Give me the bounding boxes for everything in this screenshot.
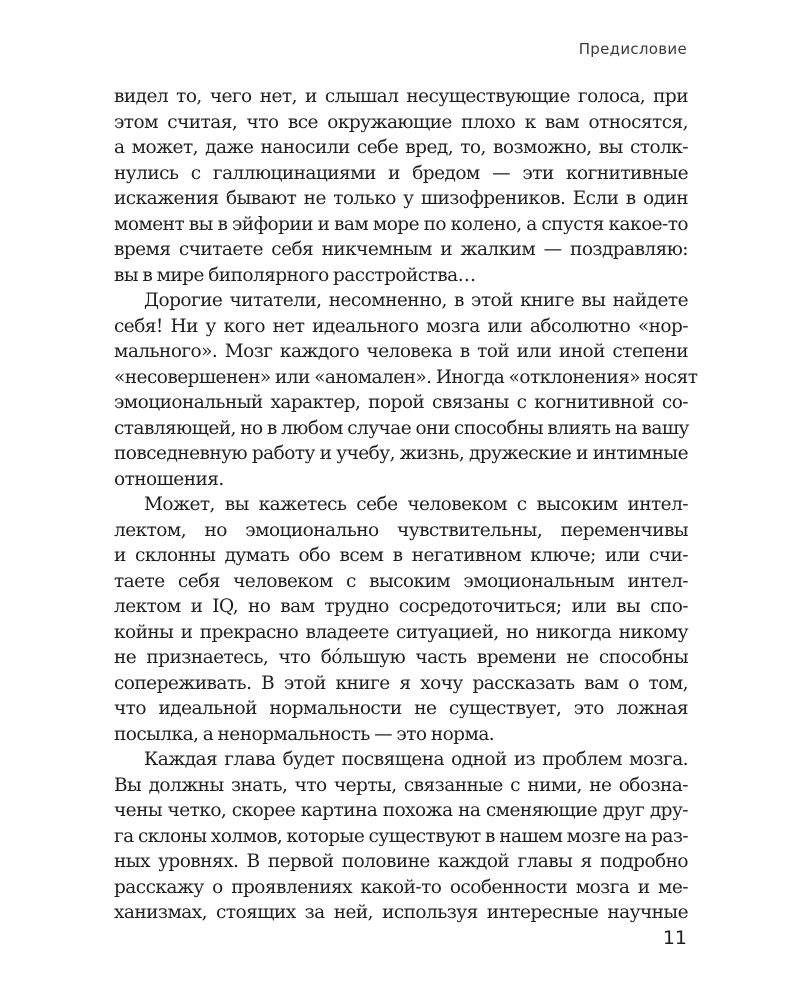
running-header: Предисловие	[578, 40, 687, 58]
text-line: посылка, а ненормальность — это норма.	[114, 723, 495, 745]
text-line: повседневную работу и учебу, жизнь, дружеские и интимные	[114, 443, 688, 464]
text-line: койны и прекрасно владеете ситуацией, но никогда никому	[114, 621, 688, 643]
text-line: не признаетесь, что бóльшую часть времени не способны	[114, 647, 688, 668]
text-line: себя! Ни у кого нет идеального мозга или абсолютно «нор-	[114, 315, 688, 337]
text-line: вы в мире биполярного расстройства…	[114, 264, 476, 286]
paragraph-1	[114, 84, 688, 288]
text-line: «несовершенен» или «аномален». Иногда «отклонения» носят	[114, 366, 698, 388]
text-line: Каждая глава будет посвящена одной из проблем мозга.	[144, 749, 688, 770]
text-line: Вы должны знать, что черты, связанные с ними, не обозна-	[114, 774, 688, 796]
text-line: чены четко, скорее картина похожа на сменяющие друг дру-	[114, 800, 688, 821]
text-line: Может, вы кажетесь себе человеком с высоким интел-	[144, 494, 688, 515]
text-line: га склоны холмов, которые существуют в нашем мозге на раз-	[114, 825, 689, 847]
text-line: мального». Мозг каждого человека в той или иной степени	[114, 341, 688, 362]
text-line: ханизмах, стоящих за ней, используя интересные научные	[114, 902, 688, 923]
text-line: искажения бывают не только у шизофреников. Если в один	[114, 188, 688, 209]
text-line: ставляющей, но в любом случае они способны влиять на вашу	[114, 417, 689, 439]
text-line: ных уровнях. В первой половине каждой главы я подробно	[114, 851, 688, 872]
text-line: эмоциональный характер, порой связаны с когнитивной со-	[114, 392, 688, 413]
text-line: Дорогие читатели, несомненно, в этой книге вы найдете	[144, 290, 688, 311]
paragraph-3	[114, 492, 688, 747]
text-line: лектом, но эмоционально чувствительны, переменчивы	[114, 519, 688, 541]
text-line: видел то, чего нет, и слышал несуществующие голоса, при	[114, 86, 688, 107]
text-line: лектом и IQ, но вам трудно сосредоточиться; или вы спо-	[114, 596, 688, 617]
text-line: отношения.	[114, 468, 224, 490]
text-line: а может, даже наносили себе вред, то, возможно, вы столк-	[114, 137, 688, 158]
text-line: этом считая, что все окружающие плохо к вам относятся,	[114, 111, 688, 133]
text-line: расскажу о проявлениях какой-то особенности мозга и ме-	[114, 876, 688, 898]
paragraph-4	[114, 747, 688, 926]
text-line: таете себя человеком с высоким эмоциональным интел-	[114, 570, 688, 592]
text-line: нулись с галлюцинациями и бредом — эти когнитивные	[114, 162, 688, 184]
text-line: и склонны думать обо всем в негативном ключе; или счи-	[114, 545, 688, 566]
body-text	[114, 84, 698, 926]
text-line: сопереживать. В этой книге я хочу рассказать вам о том,	[114, 672, 688, 694]
paragraph-2	[114, 288, 698, 492]
text-line: момент вы в эйфории и вам море по колено, а спустя какое-то	[114, 213, 688, 235]
page-number: 11	[662, 927, 687, 949]
text-line: что идеальной нормальности не существует, это ложная	[114, 698, 688, 719]
text-line: время считаете себя никчемным и жалким — поздравляю:	[114, 239, 688, 260]
